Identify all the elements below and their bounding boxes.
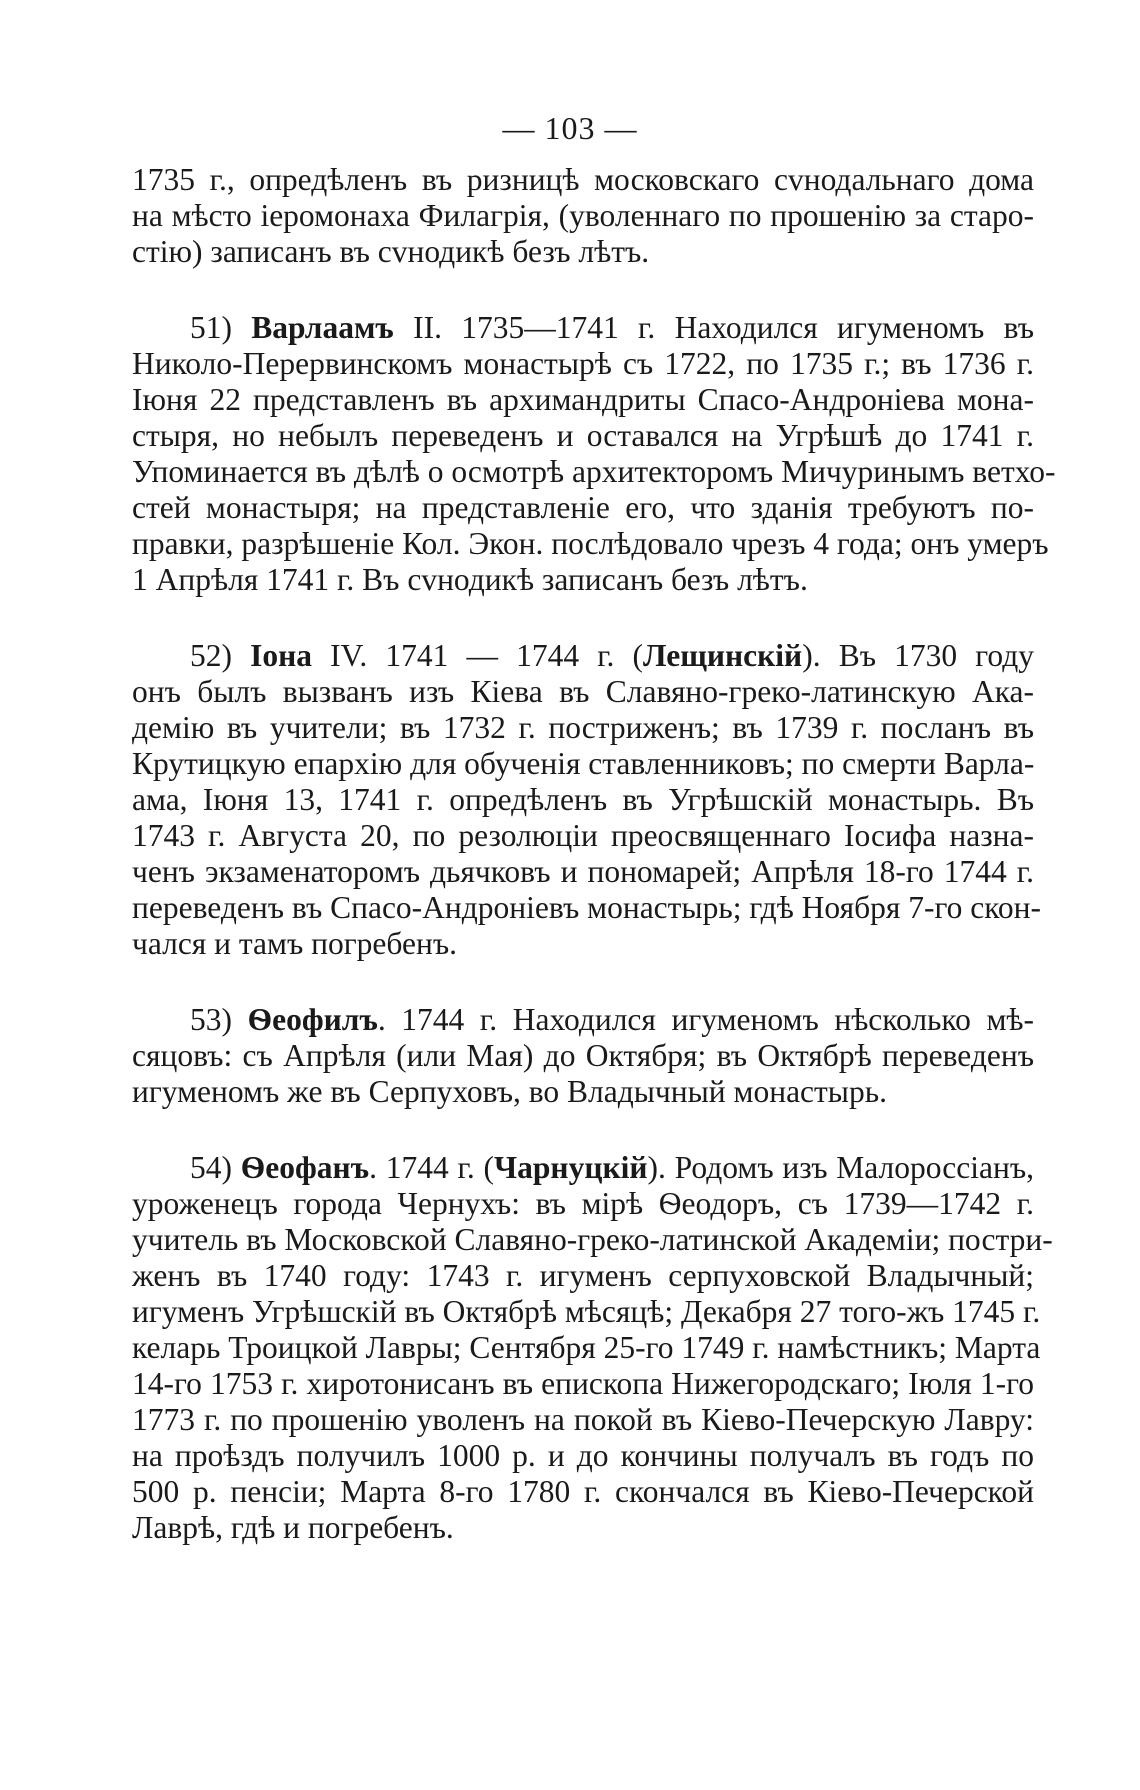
entry-name: Ѳеофанъ	[240, 1150, 370, 1185]
intro-paragraph	[132, 162, 1034, 270]
entry-number: 53)	[190, 1002, 232, 1037]
text-line: стей монастыря; на представленіе его, что зданія требуютъ по-	[132, 490, 1034, 525]
text-line: женъ въ 1740 году: 1743 г. игуменъ серпуховской Владычный;	[132, 1258, 1034, 1293]
entry-surname: Лещинскій	[643, 638, 803, 673]
text-line: онъ былъ вызванъ изъ Кіева въ Славяно-греко-латинскую Ака-	[132, 674, 1034, 709]
text-line: 1 Апрѣля 1741 г. Въ сvнодикѣ записанъ безъ лѣтъ.	[132, 562, 808, 597]
page-text	[132, 162, 1056, 1546]
entry-heading-line: 53) Ѳеофилъ. 1744 г. Находился игуменомъ нѣсколько мѣ-	[190, 1002, 1034, 1037]
text-line: правки, разрѣшеніе Кол. Экон. послѣдовало чрезъ 4 года; онъ умеръ	[132, 526, 1049, 561]
text-line: стыря, но небылъ переведенъ и оставался на Угрѣшѣ до 1741 г.	[132, 418, 1034, 453]
text-line: 1735 г., опредѣленъ въ ризницѣ московскаго сvнодальнаго дома	[132, 162, 1034, 197]
text-line: 1743 г. Августа 20, по резолюціи преосвященнаго Іосифа назна-	[132, 818, 1034, 853]
text-line: келарь Троицкой Лавры; Сентября 25-го 1749 г. намѣстникъ; Марта	[132, 1330, 1041, 1365]
text-line: сяцовъ: съ Апрѣля (или Мая) до Октября; въ Октябрѣ переведенъ	[132, 1038, 1034, 1073]
text-line: Лаврѣ, гдѣ и погребенъ.	[132, 1510, 454, 1545]
entry-number: 52)	[190, 638, 232, 673]
entry-name: Варлаамъ	[251, 310, 394, 345]
entry-name: Іона	[250, 638, 313, 673]
entry-heading-line	[132, 310, 1034, 346]
text-line: чался и тамъ погребенъ.	[132, 926, 457, 961]
entry-number: 54)	[190, 1150, 232, 1185]
text-line: переведенъ въ Спасо-Андроніевъ монастырь; гдѣ Ноября 7-го скон-	[132, 890, 1041, 925]
text-line: Упоминается въ дѣлѣ о осмотрѣ архитекторомъ Мичуринымъ ветхо-	[132, 454, 1056, 489]
text-line: демію въ учители; въ 1732 г. постриженъ; въ 1739 г. посланъ въ	[132, 710, 1034, 745]
text-line: ама, Іюня 13, 1741 г. опредѣленъ въ Угрѣшскій монастырь. Въ	[132, 782, 1034, 817]
text-line: ченъ экзаменаторомъ дьячковъ и пономарей; Апрѣля 18-го 1744 г.	[132, 854, 1034, 889]
entry-51	[132, 310, 1056, 598]
text-line: игуменъ Угрѣшскій въ Октябрѣ мѣсяцѣ; Декабря 27 того-жъ 1745 г.	[132, 1294, 1041, 1329]
text-line: Крутицкую епархію для обученія ставленниковъ; по смерти Варла-	[132, 746, 1035, 781]
entry-54	[132, 1150, 1053, 1546]
entry-53	[132, 1002, 1034, 1110]
text-line: 1773 г. по прошенію уволенъ на покой въ Кіево-Печерскую Лавру:	[132, 1402, 1034, 1437]
text-line: 500 р. пенсіи; Марта 8-го 1780 г. скончался въ Кіево-Печерской	[132, 1474, 1034, 1509]
text-line: 14-го 1753 г. хиротонисанъ въ епископа Нижегородскаго; Іюля 1-го	[132, 1366, 1034, 1401]
text-line: Іюня 22 представленъ въ архимандриты Спасо-Андроніева мона-	[132, 382, 1034, 417]
text-line: II. 1735—1741 г. Находился игуменомъ въ	[393, 310, 1034, 345]
text-line: на проѣздъ получилъ 1000 р. и до кончины получалъ въ годъ по	[132, 1438, 1034, 1473]
text-line: на мѣсто іеромонаха Филагрія, (уволеннаго по прошенію за старо-	[132, 198, 1034, 233]
entry-number: 51)	[190, 310, 232, 345]
entry-heading-line: 52) Іона IV. 1741 — 1744 г. (Лещинскій). Въ 1730 году	[190, 638, 1034, 673]
entry-heading-line: 54) Ѳеофанъ. 1744 г. (Чарнуцкій). Родомъ изъ Малороссіанъ,	[190, 1150, 1034, 1185]
text-line: Николо-Перервинскомъ монастырѣ съ 1722, по 1735 г.; въ 1736 г.	[132, 346, 1034, 381]
text-line: стію) записанъ въ сvнодикѣ безъ лѣтъ.	[132, 234, 650, 269]
entry-52	[132, 638, 1041, 962]
page-number: — 103 —	[502, 110, 638, 146]
text-line: учитель въ Московской Славяно-греко-латинской Академіи; постри-	[132, 1222, 1053, 1257]
entry-name: Ѳеофилъ	[247, 1002, 378, 1037]
entry-surname: Чарнуцкій	[494, 1150, 648, 1185]
text-line: игуменомъ же въ Серпуховъ, во Владычный монастырь.	[132, 1074, 887, 1109]
text-line: уроженецъ города Чернухъ: въ мірѣ Ѳеодоръ, съ 1739—1742 г.	[132, 1186, 1034, 1221]
